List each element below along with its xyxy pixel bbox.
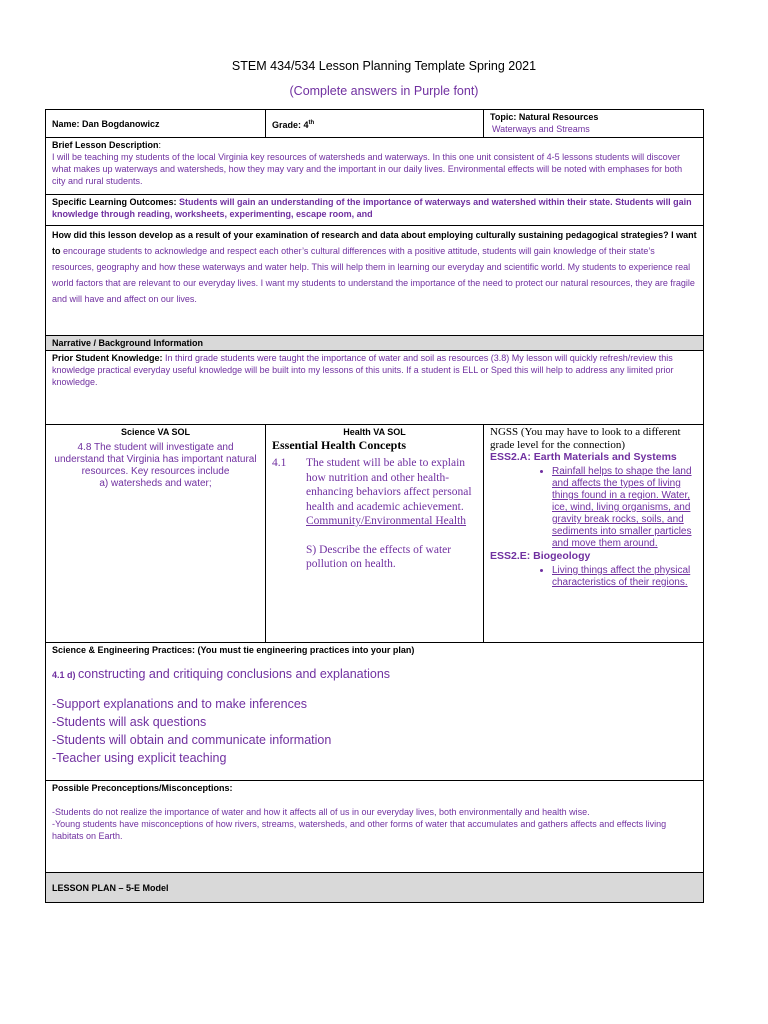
culture-label: How did this lesson develop as a result of your examination of research and data about employing culturally sustaining pedagogical strategies? I want to [52,230,697,256]
health-sol-header: Health VA SOL [343,427,406,437]
preconceptions-row [46,781,704,873]
health-sol-cell [266,425,484,643]
brief-cell [46,138,704,195]
outcomes-text: Students will gain an understanding of the importance of waterways and watershed within their state. Students will gain knowledge through reading, worksheets, experimenting, escape room, and [52,197,692,219]
ngss-ess2a-list [490,466,697,550]
brief-text: I will be teaching my students of the local Virginia key resources of watersheds and waterways. In this one unit consistent of 4-5 lessons students will discover what makes up waterways and watersheds, how they may vary and the important in our daily lives. Environmental effects will be noted with emphases for both city and rural students. [52,152,683,186]
preconceptions-list [52,806,697,842]
science-sol-header: Science VA SOL [120,427,191,437]
preconceptions-cell [46,781,704,873]
practices-list-item: -Teacher using explicit teaching [52,751,227,765]
ngss-ess2e-list [490,565,697,589]
practices-list-item: -Support explanations and to make inferences [52,697,308,711]
prior-cell [46,351,704,425]
name-cell [46,110,266,138]
health-standard [272,456,477,572]
preconceptions-item: -Students do not realize the importance of water and how it affects all of us in our everyday lives, both environmentally and health wise. [52,807,590,817]
grade-cell [266,110,484,138]
outcomes-row [46,195,704,226]
health-item: S) Describe the effects of water pollution on health. [306,543,452,570]
culture-text: encourage students to acknowledge and respect each other’s cultural differences with a positive attitude, students will gain knowledge of their state’s resources, geography and how these waterways and water help. This will help them in learning our everyday and scientific world. My students to experience real world factors that are relevant to our everyday lives. I want my students to understand the importance of the need to protect our natural resources, they are fragile and will have and affect on our lives. [52,246,695,304]
lesson-plan-table [45,109,704,903]
science-sol-cell [46,425,266,643]
prior-label: Prior Student Knowledge: [52,353,166,363]
health-number: 4.1 [272,457,287,469]
narrative-header-row [46,336,704,351]
ngss-cell [484,425,704,643]
practices-list-item: -Students will ask questions [52,715,207,729]
preconceptions-label: Possible Preconceptions/Misconceptions: [52,783,233,793]
ngss-ess2e-bullet: • Living things affect the physical characteristics of their regions. [552,565,697,589]
practices-item-text: constructing and critiquing conclusions and explanations [78,667,391,681]
health-link[interactable]: Community/Environmental Health [306,515,467,527]
lesson-plan-header: LESSON PLAN – 5-E Model [46,873,704,903]
preconceptions-item: -Young students have misconceptions of how rivers, streams, watersheds, and other forms of water that accumulates and gathers affects and effects living habitats on Earth. [52,819,667,841]
lesson-plan-header-row [46,873,704,903]
culture-row [46,226,704,336]
document-subtitle: (Complete answers in Purple font) [289,84,479,98]
grade-superscript: th [308,119,315,126]
topic-label: Topic: Natural Resources [490,112,599,122]
practices-code: 4.1 d) [52,670,79,680]
health-text: The student will be able to explain how nutrition and other health-enhancing behaviors affect personal health and academic achievement. [306,457,472,513]
name-text: Name: Dan Bogdanowicz [52,118,160,129]
practices-list [52,695,697,767]
culture-cell [46,226,704,336]
practices-list-item: -Students will obtain and communicate information [52,733,332,747]
ngss-header: NGSS (You may have to look to a different grade level for the connection) [490,426,681,451]
topic-value: Waterways and Streams [492,124,590,134]
narrative-header: Narrative / Background Information [46,336,704,351]
science-sol-text: 4.8 The student will investigate and understand that Virginia has important natural resources. Key resources include [54,442,257,477]
practices-row [46,643,704,781]
info-row [46,110,704,138]
grade-text: Grade: 4 [272,119,309,130]
outcomes-label: Specific Learning Outcomes: [52,197,180,207]
document-title: STEM 434/534 Lesson Planning Template Spring 2021 [231,59,537,73]
brief-label: Brief Lesson Description [52,140,159,150]
ngss-ess2a-bullet: • Rainfall helps to shape the land and affects the types of living things found in a region. Water, ice, wind, living organisms, and gravity break rocks, soils, and sediments into smaller particles and move them around. [552,466,697,550]
practices-item [52,666,697,683]
ngss-ess2a: ESS2.A: Earth Materials and Systems [490,451,677,463]
science-sol-item: a) watersheds and water; [99,478,212,489]
outcomes-cell [46,195,704,226]
prior-row [46,351,704,425]
practices-label: Science & Engineering Practices: (You must tie engineering practices into your plan) [52,645,415,655]
sol-row [46,425,704,643]
topic-cell [484,110,704,138]
ngss-ess2e: ESS2.E: Biogeology [490,550,591,562]
health-title: Essential Health Concepts [272,438,407,452]
brief-colon: : [158,140,162,150]
practices-cell [46,643,704,781]
prior-text: In third grade students were taught the importance of water and soil as resources (3.8) My lesson will quickly refresh/review this knowledge practical everyday useful knowledge will be built into my lessons of this units. If a student is ELL or Sped this will help to address any limited prior knowledge. [52,353,674,387]
brief-row [46,138,704,195]
